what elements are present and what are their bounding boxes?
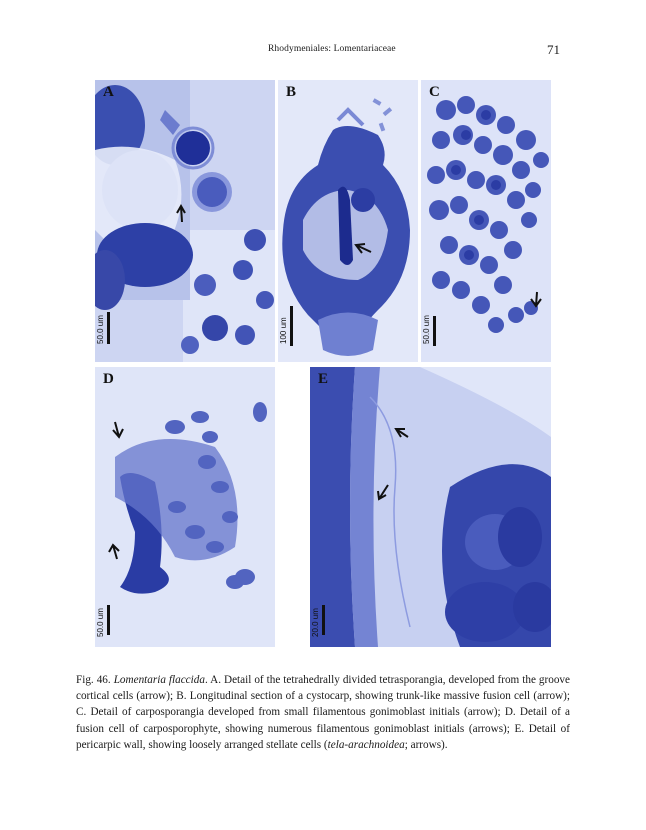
micrograph-b <box>278 80 418 362</box>
figure-panel-e <box>310 367 551 647</box>
scale-bar-e <box>322 605 325 635</box>
micrograph-d <box>95 367 275 647</box>
caption-term: tela-arachnoidea <box>327 738 405 751</box>
panel-letter-b: B <box>286 84 297 100</box>
scale-label-a: 50.0 um <box>96 315 105 344</box>
figure-caption <box>76 672 570 753</box>
panel-letter-a: A <box>103 84 114 100</box>
scale-bar-b <box>290 306 293 346</box>
scale-label-e: 20.0 um <box>311 608 320 637</box>
panel-letter-e: E <box>318 371 329 387</box>
scale-bar-a <box>107 312 110 344</box>
scale-bar-d <box>107 605 110 635</box>
scale-label-d: 50.0 um <box>96 608 105 637</box>
caption-text-a: . A. Detail of the tetrahedrally divided tetrasporangia, developed from the groove cortical cells (arrow); B. Longitudinal section of a cystocarp, showing trunk-like massive fusion cell (arrow); C. Detail of carposporangia developed from small filamentous gonimoblast initials (arrow); D. Detail of a fusion cell of carposporophyte, showing numerous filamentous gonimoblast initials (arrows); E. Detail of pericarpic wall, showing loosely arranged stellate cells ( <box>76 674 570 751</box>
caption-text-b: ; arrows). <box>404 738 448 751</box>
scale-label-c: 50.0 um <box>422 315 431 344</box>
figure-panel-b <box>278 80 418 362</box>
panel-letter-c: C <box>429 84 440 100</box>
figure-panel-a <box>95 80 275 362</box>
figure-panel-d <box>95 367 275 647</box>
micrograph-c <box>421 80 551 362</box>
page-number: 71 <box>547 42 560 57</box>
page-header <box>0 42 646 58</box>
panel-letter-d: D <box>103 371 114 387</box>
figure-panel-c <box>421 80 551 362</box>
running-title: Rhodymeniales: Lomentariaceae <box>268 44 396 54</box>
scale-bar-c <box>433 316 436 346</box>
micrograph-e <box>310 367 551 647</box>
scale-label-b: 100 um <box>279 317 288 344</box>
species-name: Lomentaria flaccida <box>113 674 205 686</box>
micrograph-a <box>95 80 275 362</box>
figure-label: Fig. 46. <box>76 674 111 686</box>
